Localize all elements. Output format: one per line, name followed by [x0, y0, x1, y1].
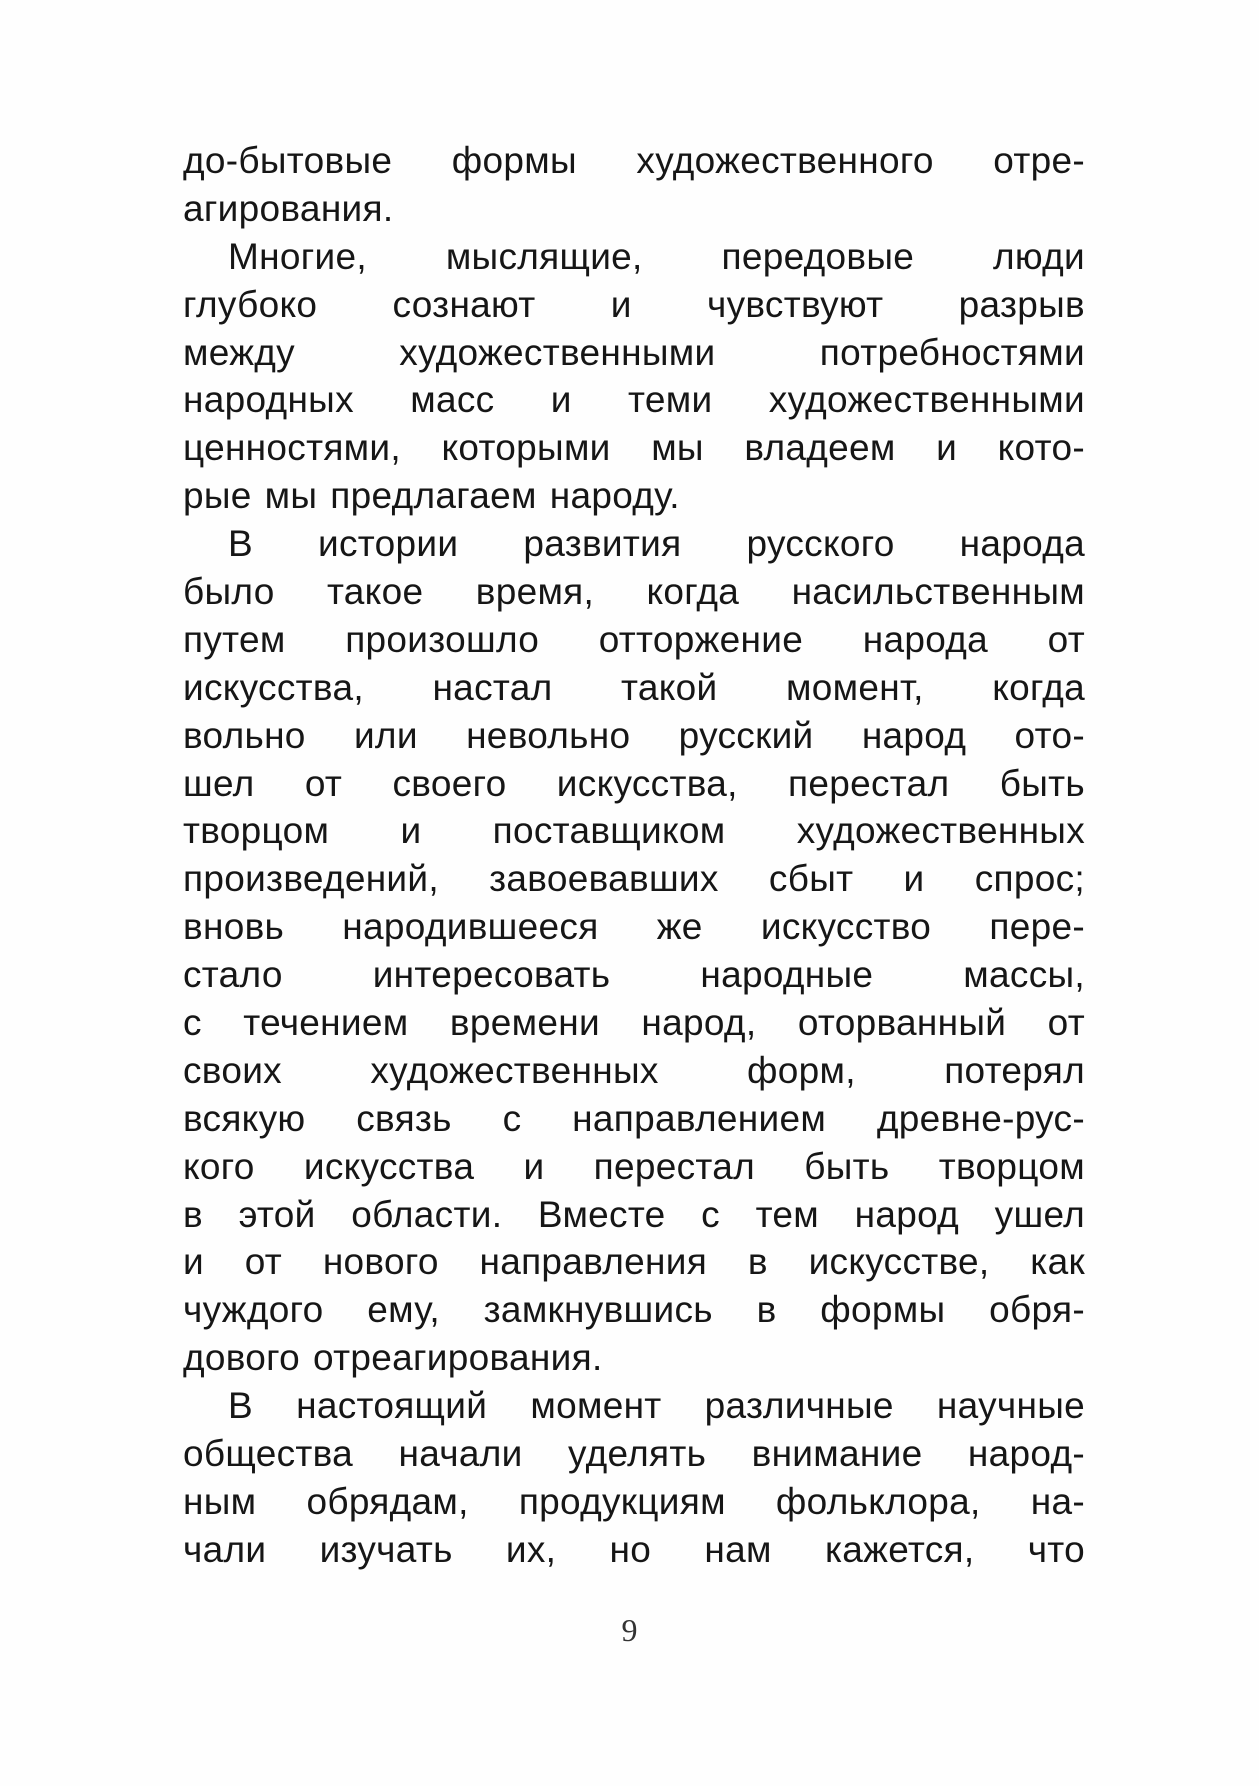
text-line: и от нового направления в искусстве, как — [183, 1241, 1085, 1283]
text-line: чали изучать их, но нам кажется, что — [183, 1528, 1085, 1570]
text-line: вновь народившееся же искусство пере- — [183, 906, 1085, 948]
text-line: до-бытовые формы художественного отре- — [183, 140, 1085, 181]
text-line: общества начали уделять внимание народ- — [183, 1433, 1085, 1475]
text-line: агирования. — [183, 187, 394, 229]
text-line: вольно или невольно русский народ ото- — [183, 714, 1085, 756]
text-line: было такое время, когда насильственным — [183, 571, 1085, 613]
page-number: 9 — [621, 1612, 638, 1648]
text-line: искусства, настал такой момент, когда — [183, 666, 1085, 708]
text-line: в этой области. Вместе с тем народ ушел — [183, 1193, 1085, 1235]
text-line: глубоко сознают и чувствуют разрыв — [183, 283, 1085, 325]
text-line: чуждого ему, замкнувшись в формы обря- — [183, 1289, 1085, 1331]
text-line: с течением времени народ, оторванный от — [183, 1002, 1085, 1044]
paragraph — [183, 236, 1085, 523]
text-line: стало интересовать народные массы, — [183, 954, 1085, 996]
text-line: Многие, мыслящие, передовые люди — [228, 235, 1085, 277]
text-line: всякую связь с направлением древне-рус- — [183, 1097, 1085, 1139]
paragraph — [183, 1385, 1085, 1577]
text-line: произведений, завоевавших сбыт и спрос; — [183, 858, 1085, 900]
text-line: между художественными потребностями — [183, 331, 1085, 373]
text-line: рые мы предлагаем народу. — [183, 475, 680, 517]
text-line: ценностями, которыми мы владеем и кото- — [183, 427, 1085, 469]
text-line: ным обрядам, продукциям фольклора, на- — [183, 1480, 1085, 1522]
text-line: дового отреагирования. — [183, 1337, 603, 1379]
text-line: творцом и поставщиком художественных — [183, 810, 1085, 852]
text-line: шел от своего искусства, перестал быть — [183, 762, 1085, 804]
paragraph — [183, 523, 1085, 1385]
text-line: путем произошло отторжение народа от — [183, 618, 1085, 660]
text-line: В настоящий момент различные научные — [228, 1385, 1085, 1427]
paragraph — [183, 140, 1085, 236]
text-line: кого искусства и перестал быть творцом — [183, 1145, 1085, 1187]
body-text — [183, 140, 1085, 1577]
text-line: своих художественных форм, потерял — [183, 1049, 1085, 1091]
text-line: народных масс и теми художественными — [183, 379, 1085, 421]
text-line: В истории развития русского народа — [228, 523, 1085, 565]
